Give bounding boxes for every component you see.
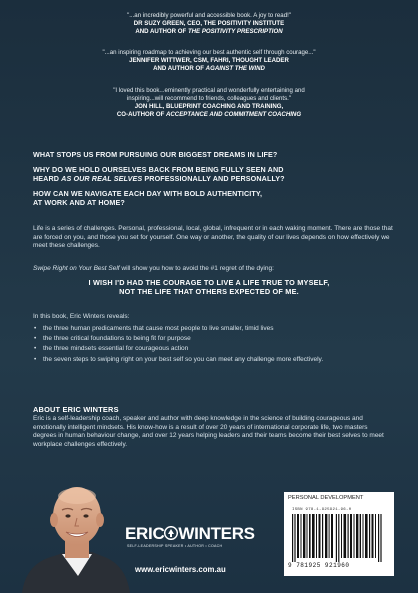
question-2: WHY DO WE HOLD OURSELVES BACK FROM BEING FULLY SEEN AND HEARD AS OUR REAL SELVES PROFESSIONALLY AND PERSONALLY? (33, 165, 285, 184)
swipe-right-line: Swipe Right on Your Best Self will show you how to avoid the #1 regret of the dying: (33, 265, 274, 272)
list-item: • the three critical foundations to being fit for purpose (33, 335, 393, 344)
list-item: • the three mindsets essential for courageous action (33, 345, 393, 354)
book-category: PERSONAL DEVELOPMENT (288, 495, 364, 501)
testimonial-3 (0, 87, 418, 119)
testimonial-2-source: AND AUTHOR OF AGAINST THE WIND (153, 65, 265, 72)
question-1: WHAT STOPS US FROM PURSUING OUR BIGGEST DREAMS IN LIFE? (33, 150, 278, 159)
logo-tagline: SELF-LEADERSHIP SPEAKER • AUTHOR • COACH (127, 544, 223, 548)
testimonial-3-text-line1: "I loved this book...eminently practical and wonderfully entertaining and (113, 87, 305, 94)
eric-winters-logo (125, 525, 255, 555)
intro-paragraph: Life is a series of challenges. Personal, professional, local, global, infrequent or in each waking moment. There are those that are forced on you, and those you set for yourself. One way or another, the quality of our lives depends on how effectively we meet these challenges. (33, 225, 393, 250)
list-item: • the seven steps to swiping right on your best self so you can meet any challenge more effectively. (33, 356, 393, 365)
testimonial-2-text: "...an inspiring roadmap to achieving our best authentic self through courage..." (102, 49, 316, 56)
testimonial-3-author: JON HILL, BLUEPRINT COACHING AND TRAINING, (134, 103, 284, 110)
testimonial-3-text-line2: inspiring...will recommend to friends, colleagues and clients." (126, 95, 292, 102)
testimonial-1-source: AND AUTHOR OF THE POSITIVITY PRESCRIPTION (135, 28, 283, 35)
arrow-icon (164, 526, 178, 540)
list-item: • the three human predicaments that cause most people to live smaller, timid lives (33, 325, 393, 334)
testimonial-2 (0, 49, 418, 73)
testimonial-2-author: JENNIFER WITTWER, CSM, FAHRI, THOUGHT LEADER (129, 57, 289, 64)
about-paragraph: Eric is a self-leadership coach, speaker and author with deep knowledge in the science of building courageous and emotionally intelligent mindsets. His know-how is a result of over 20 years of international corporate life, two masters degrees in human behaviour change, and over 12 years helping leaders and their teams become their best selves to meet workplace challenges effectively. (33, 415, 384, 449)
isbn-text: ISBN 978-1-925921-96-0 (292, 508, 352, 512)
reveals-intro: In this book, Eric Winters reveals: (33, 313, 130, 320)
regret-callout: I WISH I'D HAD THE COURAGE TO LIVE A LIFE TRUE TO MYSELF, NOT THE LIFE THAT OTHERS EXPECTED OF ME. (88, 278, 330, 297)
testimonial-3-source: CO-AUTHOR OF ACCEPTANCE AND COMMITMENT COACHING (116, 111, 302, 118)
about-heading: ABOUT ERIC WINTERS (33, 405, 119, 414)
barcode-panel (284, 492, 394, 576)
author-photo (14, 478, 134, 593)
barcode-digits: 9 781925 921960 (288, 562, 350, 569)
testimonial-1-text: "...an incredibly powerful and accessible book. A joy to read!" (127, 12, 291, 19)
testimonial-1-author: DR SUZY GREEN, CEO, THE POSITIVITY INSTITUTE (133, 20, 285, 27)
reveals-list (33, 325, 393, 366)
barcode-icon (290, 514, 388, 562)
logo-wordmark: ERIC WINTERS (125, 524, 255, 543)
testimonial-1 (0, 12, 418, 36)
question-3: HOW CAN WE NAVIGATE EACH DAY WITH BOLD AUTHENTICITY, AT WORK AND AT HOME? (33, 189, 263, 208)
website-url[interactable]: www.ericwinters.com.au (135, 565, 226, 574)
